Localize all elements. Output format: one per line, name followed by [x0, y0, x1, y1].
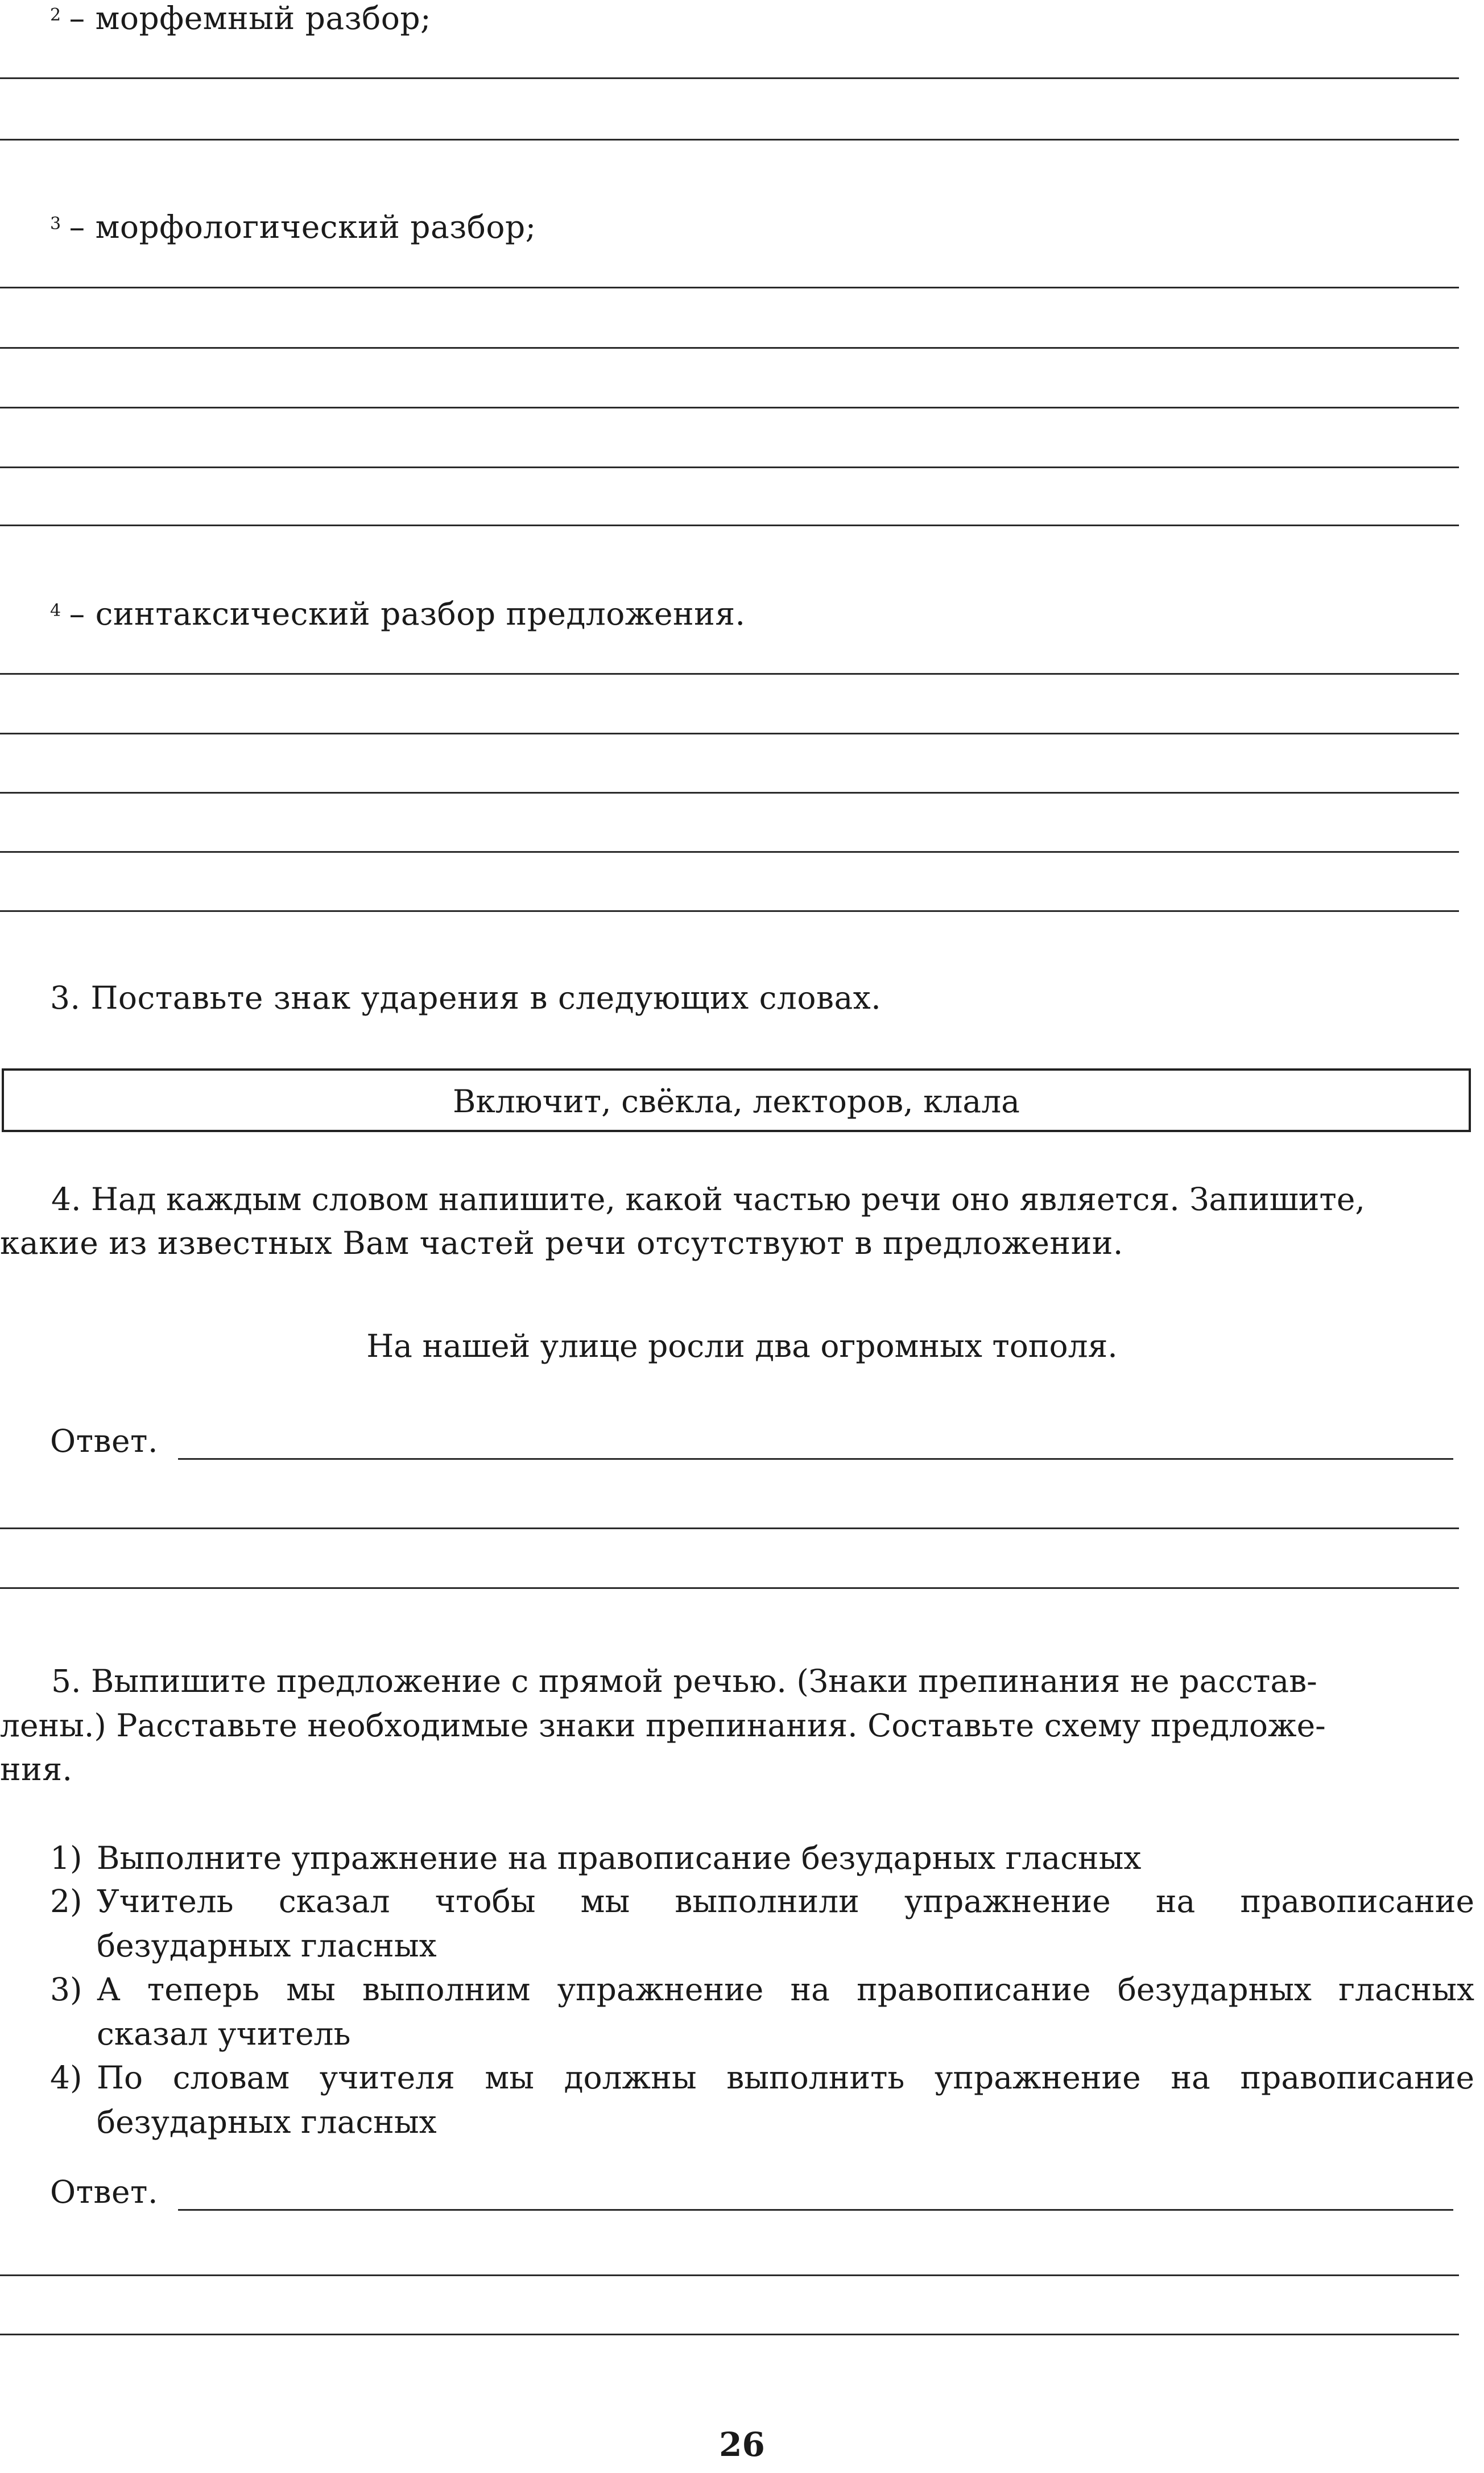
task5-instruction-line3: ния.	[0, 1751, 73, 1787]
task5-instruction-line2: лены.) Расставьте необходимые знаки препинания. Составьте схему предложе-	[0, 1707, 1326, 1744]
footnote-text: – синтаксический разбор предложения.	[69, 596, 746, 632]
answer-line[interactable]	[0, 347, 1459, 349]
option-text-cont: безударных гласных	[97, 1927, 437, 1964]
answer-line[interactable]	[0, 77, 1459, 79]
task5-instruction-line1: 5. Выпишите предложение с прямой речью. (Знаки препинания не расстав-	[51, 1663, 1317, 1699]
option-text: Выполните упражнение на правописание безударных гласных	[97, 1840, 1142, 1876]
answer-line[interactable]	[178, 2209, 1453, 2211]
answer-line[interactable]	[0, 910, 1459, 912]
footnote-2	[50, 0, 431, 40]
option-number: 1)	[50, 1840, 82, 1876]
list-item	[50, 1967, 1474, 2056]
option-text: Учитель сказал чтобы мы выполнили упражнение на правописание	[97, 1883, 1474, 1919]
answer-label: Ответ.	[50, 2174, 158, 2210]
answer-line[interactable]	[0, 733, 1459, 734]
footnote-text: – морфемный разбор;	[69, 0, 432, 36]
answer-line[interactable]	[0, 466, 1459, 468]
list-item	[50, 1836, 1474, 1880]
list-item	[50, 2055, 1474, 2144]
answer-line[interactable]	[0, 2334, 1459, 2335]
stress-words: Включит, свёкла, лекторов, клала	[453, 1083, 1020, 1120]
answer-line[interactable]	[0, 287, 1459, 288]
list-item	[50, 1879, 1474, 1968]
answer-line[interactable]	[0, 2274, 1459, 2276]
footnote-text: – морфологический разбор;	[69, 209, 536, 245]
answer-line[interactable]	[0, 525, 1459, 526]
answer-line[interactable]	[0, 139, 1459, 141]
answer-line[interactable]	[0, 792, 1459, 794]
option-text: А теперь мы выполним упражнение на правописание безударных гласных	[97, 1971, 1474, 2008]
answer-line[interactable]	[0, 851, 1459, 853]
option-text-cont: сказал учитель	[97, 2016, 351, 2052]
footnote-mark: 3	[50, 214, 61, 234]
task3-instruction: 3. Поставьте знак ударения в следующих словах.	[50, 980, 882, 1016]
stress-words-box	[2, 1068, 1471, 1132]
footnote-mark: 2	[50, 5, 61, 25]
answer-line[interactable]	[178, 1458, 1453, 1460]
answer-line[interactable]	[0, 1527, 1459, 1529]
footnote-mark: 4	[50, 601, 61, 621]
option-text-cont: безударных гласных	[97, 2104, 437, 2140]
footnote-3	[50, 205, 536, 249]
option-text: По словам учителя мы должны выполнить упражнение на правописание	[97, 2059, 1474, 2096]
answer-line[interactable]	[0, 673, 1459, 675]
answer-label: Ответ.	[50, 1423, 158, 1459]
option-number: 2)	[50, 1883, 82, 1919]
answer-line[interactable]	[0, 1587, 1459, 1589]
footnote-4	[50, 592, 746, 636]
task4-instruction-line1: 4. Над каждым словом напишите, какой частью речи оно является. Запишите,	[51, 1181, 1365, 1217]
option-number: 3)	[50, 1971, 82, 2008]
page-number: 26	[719, 2425, 765, 2464]
task4-sentence: На нашей улице росли два огромных тополя.	[366, 1328, 1118, 1364]
answer-line[interactable]	[0, 407, 1459, 408]
option-number: 4)	[50, 2059, 82, 2096]
task4-instruction-line2: какие из известных Вам частей речи отсутствуют в предложении.	[0, 1225, 1123, 1261]
